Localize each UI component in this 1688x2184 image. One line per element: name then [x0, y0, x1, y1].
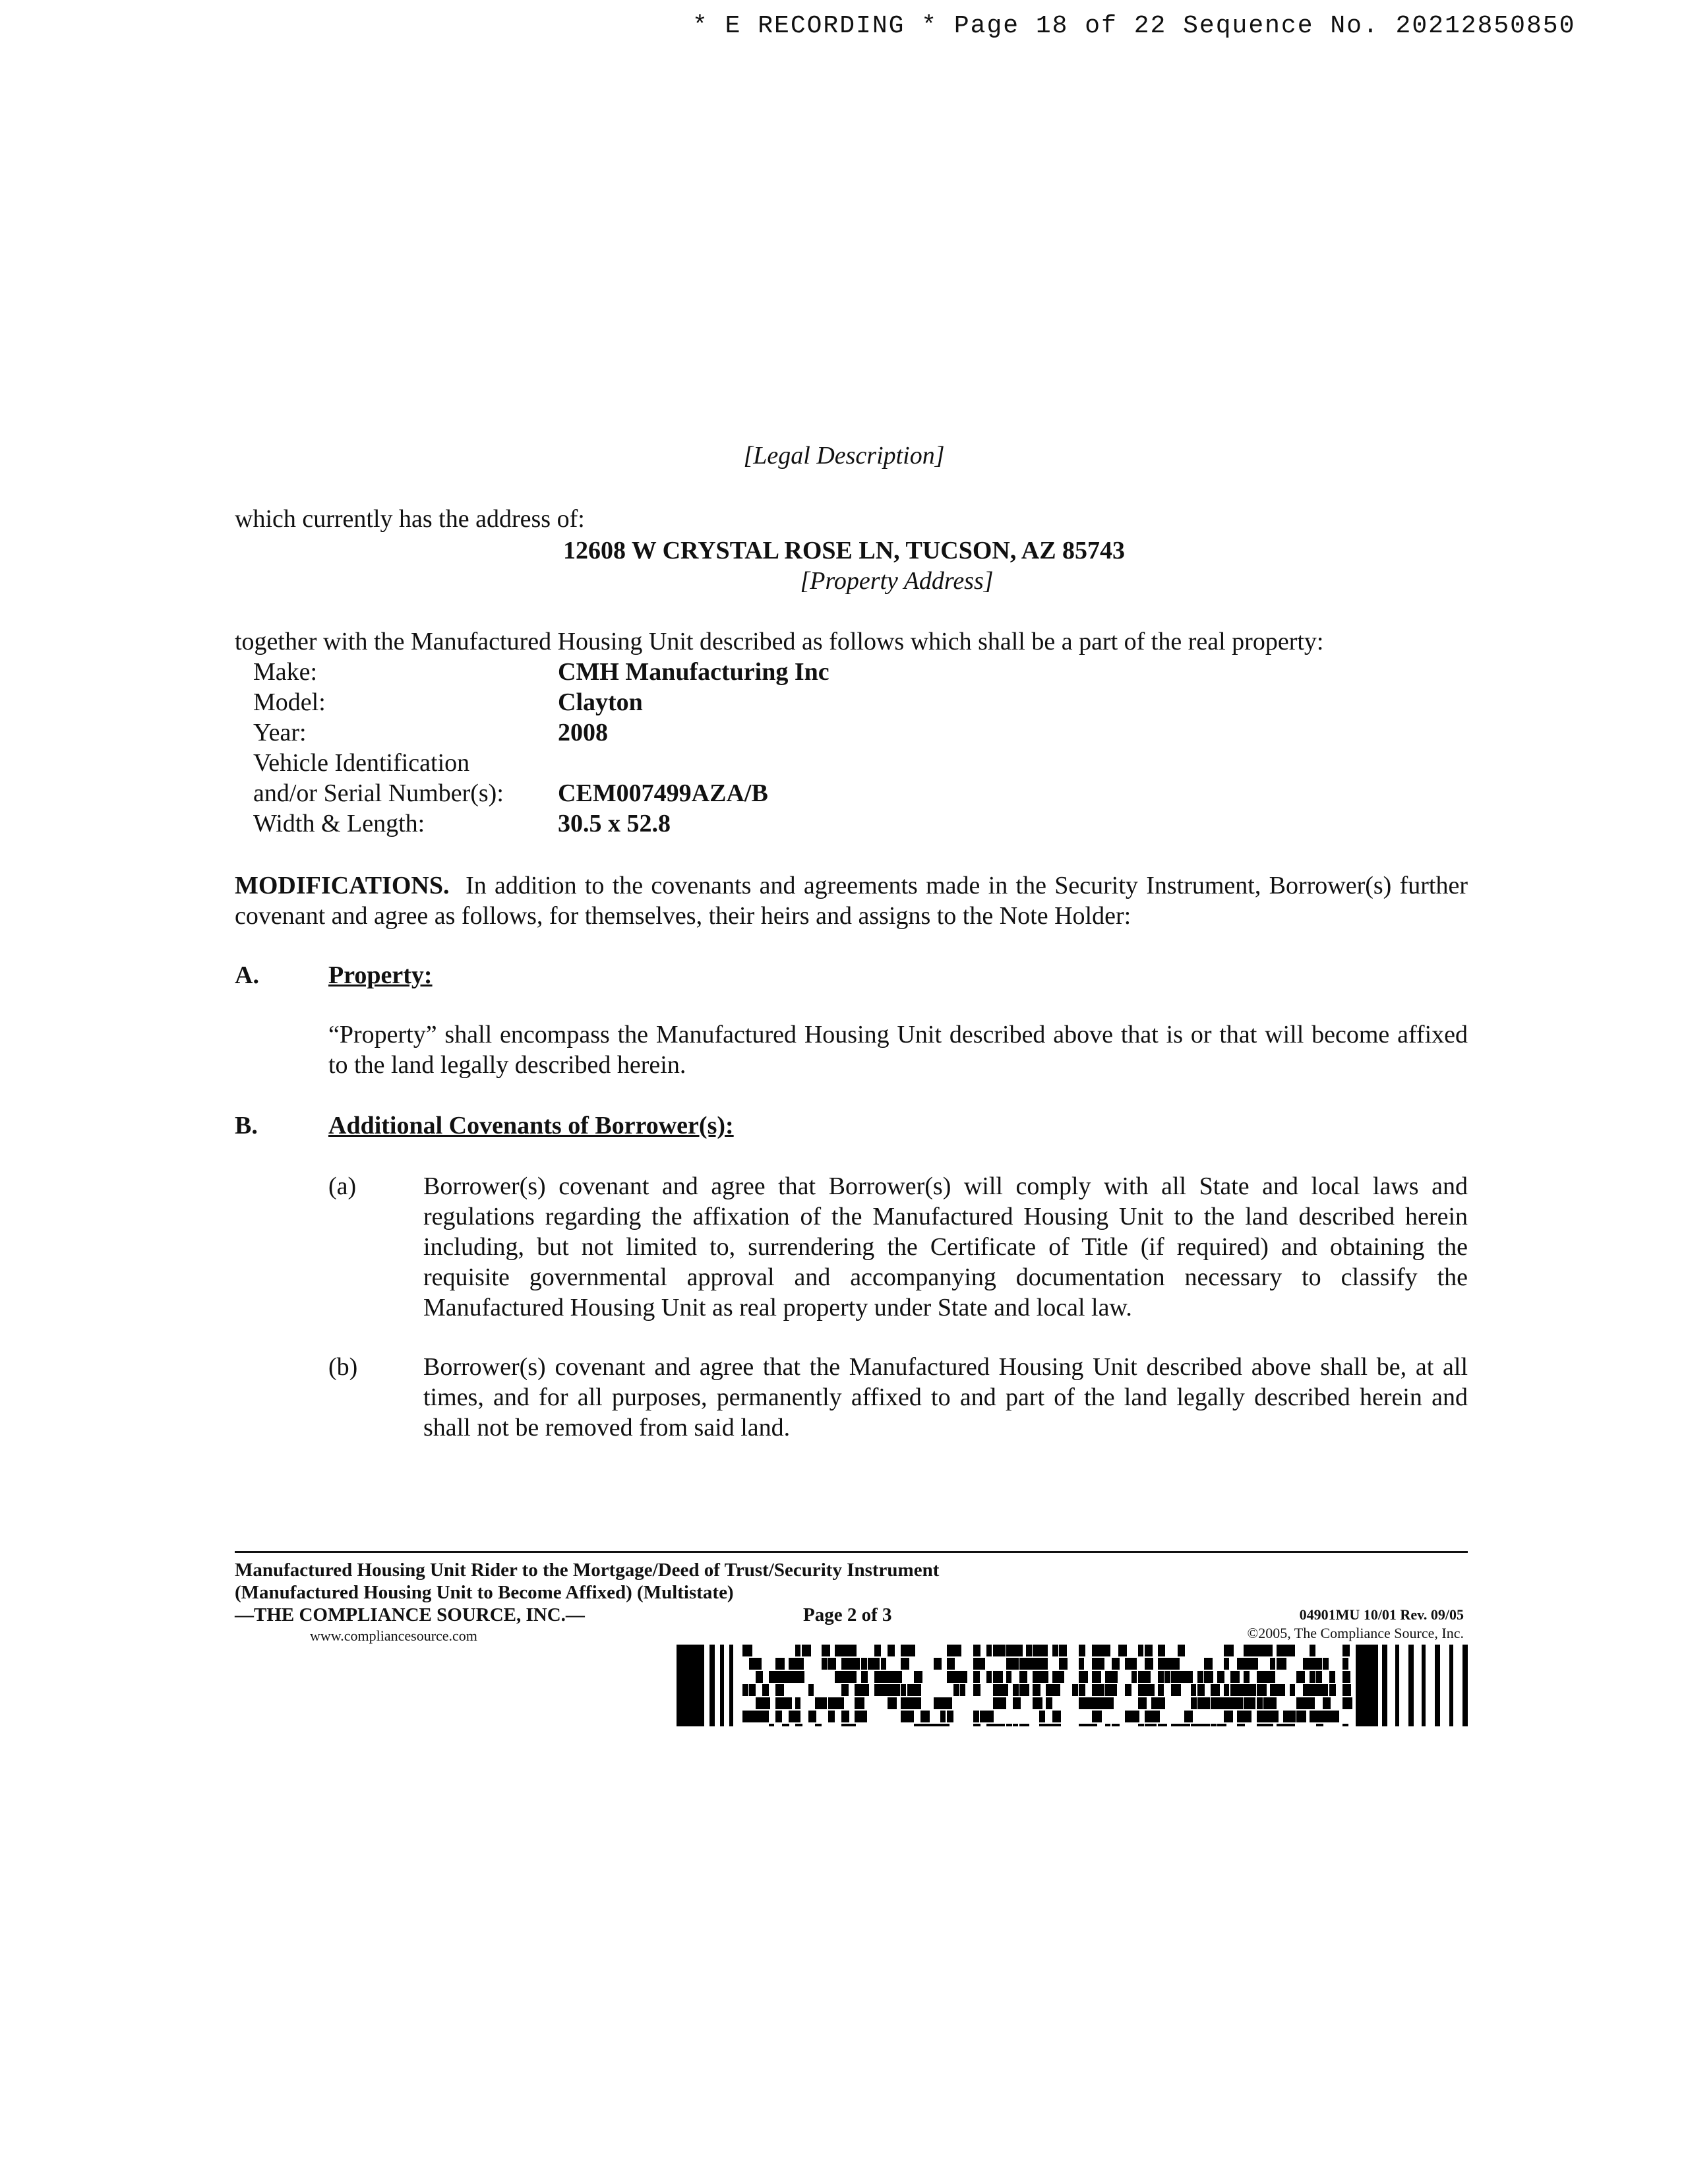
- item-a-letter: (a): [328, 1172, 357, 1200]
- item-a-text: Borrower(s) covenant and agree that Borrower(s) will comply with all State and local laws and regulations regarding the affixation of the Manufactured Housing Unit to the land described herein including, but not limited to, surrendering the Certificate of Title (if required) and obtaining the requisite governmental approval and accompanying documentation necessary to classify the Manufactured Housing Unit as real property under State and local law.: [423, 1172, 1468, 1321]
- section-a-letter: A.: [235, 961, 259, 989]
- vin-label-line-1: Vehicle Identification: [253, 749, 470, 777]
- size-label: Width & Length:: [253, 810, 425, 837]
- footer-company: —THE COMPLIANCE SOURCE, INC.—: [235, 1604, 585, 1625]
- section-a-title: Property:: [328, 961, 433, 989]
- footer-title-line-2: (Manufactured Housing Unit to Become Affixed) (Multistate): [235, 1582, 734, 1603]
- spec-row-size: [253, 808, 1176, 839]
- spec-row-vin: [253, 778, 1176, 808]
- section-b-title: Additional Covenants of Borrower(s):: [328, 1112, 734, 1139]
- footer-copyright: ©2005, The Compliance Source, Inc.: [1247, 1625, 1464, 1641]
- item-b-letter: (b): [328, 1353, 358, 1381]
- footer-form-number: 04901MU 10/01 Rev. 09/05: [1299, 1606, 1464, 1623]
- year-label: Year:: [253, 719, 307, 746]
- size-value: 30.5 x 52.8: [558, 810, 671, 837]
- legal-description-label: [Legal Description]: [743, 442, 945, 470]
- address-intro: which currently has the address of:: [235, 505, 585, 533]
- make-label: Make:: [253, 658, 318, 686]
- spec-row-make: [253, 657, 1176, 687]
- modifications-paragraph: [235, 870, 1468, 931]
- footer-divider: [235, 1551, 1468, 1553]
- mhu-intro: together with the Manufactured Housing Unit described as follows which shall be a part of the real property:: [235, 628, 1324, 655]
- property-address-label: [Property Address]: [800, 567, 994, 595]
- recording-stamp: * E RECORDING * Page 18 of 22 Sequence No. 20212850850: [692, 12, 1576, 40]
- spec-row-year: [253, 717, 1176, 748]
- modifications-text: In addition to the covenants and agreements made in the Security Instrument, Borrower(s) further covenant and agree as follows, for themselves, their heirs and assigns to the Note Holder:: [235, 872, 1468, 930]
- footer-page-number: Page 2 of 3: [803, 1604, 892, 1625]
- property-address: 12608 W CRYSTAL ROSE LN, TUCSON, AZ 85743: [562, 537, 1126, 564]
- footer-title-line-1: Manufactured Housing Unit Rider to the Mortgage/Deed of Trust/Security Instrument: [235, 1560, 940, 1581]
- make-value: CMH Manufacturing Inc: [558, 658, 829, 686]
- pdf417-barcode: [677, 1645, 1469, 1726]
- vin-value: CEM007499AZA/B: [558, 779, 768, 807]
- item-b-text: Borrower(s) covenant and agree that the Manufactured Housing Unit described above shall be, at all times, and for all purposes, permanently affixed to and part of the land legally described herein and shall not be removed from said land.: [423, 1353, 1468, 1441]
- section-b-letter: B.: [235, 1112, 258, 1139]
- year-value: 2008: [558, 719, 608, 746]
- section-a-text: “Property” shall encompass the Manufactured Housing Unit described above that is or that will become affixed to the land legally described herein.: [328, 1021, 1468, 1079]
- model-label: Model:: [253, 688, 326, 716]
- footer-website: www.compliancesource.com: [310, 1627, 477, 1644]
- spec-row-vin-label: [253, 748, 1176, 778]
- vin-label-line-2: and/or Serial Number(s):: [253, 779, 504, 807]
- spec-row-model: [253, 687, 1176, 717]
- modifications-heading: MODIFICATIONS.: [235, 872, 450, 899]
- model-value: Clayton: [558, 688, 643, 716]
